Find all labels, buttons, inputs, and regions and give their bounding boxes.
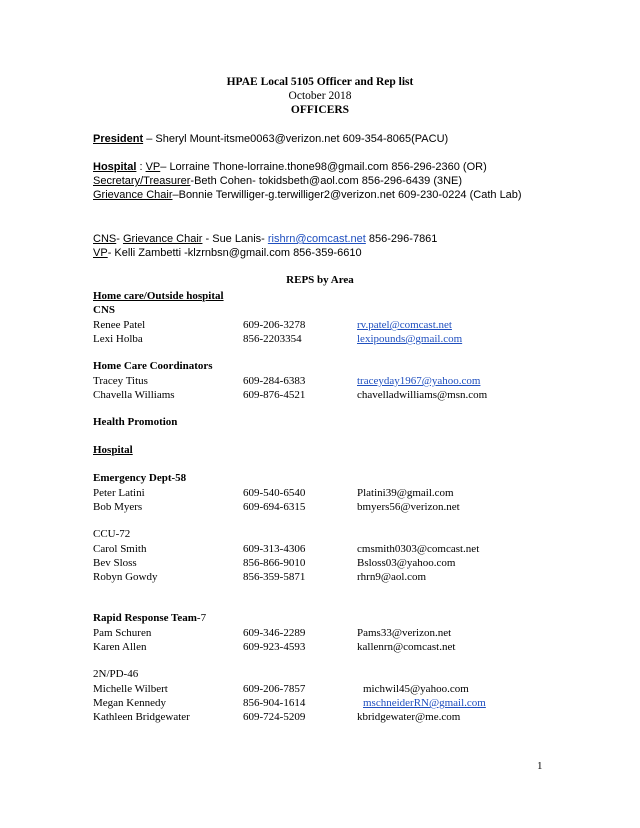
rep-phone: 609-540-6540 xyxy=(243,487,306,499)
grievance-line xyxy=(93,188,522,202)
rep-phone: 609-724-5209 xyxy=(243,711,306,723)
president-line xyxy=(93,132,448,146)
rep-email: Platini39@gmail.com xyxy=(357,487,454,499)
rep-phone: 609-876-4521 xyxy=(243,389,306,401)
pd-heading: 2N/PD-46 xyxy=(93,668,139,680)
rep-email-link[interactable]: mschneiderRN@gmail.com xyxy=(363,697,486,709)
vp2-text: - Kelli Zambetti -klzrnbsn@gmail.com 856-359-6610 xyxy=(107,247,362,259)
rep-phone: 609-923-4593 xyxy=(243,641,306,653)
rep-phone: 609-346-2289 xyxy=(243,627,306,639)
rep-email: cmsmith0303@comcast.net xyxy=(357,543,480,555)
rep-name: Pam Schuren xyxy=(93,627,152,639)
rep-phone: 856-2203354 xyxy=(243,333,302,345)
rep-name: Tracey Titus xyxy=(93,375,148,387)
rep-email: kbridgewater@me.com xyxy=(357,711,461,723)
cns-grievance-label: Grievance Chair xyxy=(122,233,203,245)
cns-section-heading: CNS xyxy=(93,304,116,316)
president-text: – Sheryl Mount-itsme0063@verizon.net 609-354-8065(PACU) xyxy=(143,133,449,145)
rep-email: chavelladwilliams@msn.com xyxy=(357,389,488,401)
rep-phone: 856-866-9010 xyxy=(243,557,306,569)
cns-phone: 856-296-7861 xyxy=(365,233,438,245)
rep-name: Lexi Holba xyxy=(93,333,143,345)
rep-name: Renee Patel xyxy=(93,319,146,331)
ccu-heading: CCU-72 xyxy=(93,528,131,540)
reps-heading: REPS by Area xyxy=(286,274,354,286)
rep-email: Bsloss03@yahoo.com xyxy=(357,557,456,569)
secretary-line xyxy=(93,174,462,188)
cns-label: CNS xyxy=(93,233,117,245)
president-label: President xyxy=(93,133,144,145)
hospital-vp-line: Hospital : VP– Lorraine Thone-lorraine.thone98@gmail.com 856-296-2360 (OR) xyxy=(93,161,487,173)
officers-heading: OFFICERS xyxy=(290,104,350,116)
rep-phone: 609-206-7857 xyxy=(243,683,306,695)
document-date: October 2018 xyxy=(288,90,352,102)
rep-name: Bev Sloss xyxy=(93,557,137,569)
rep-name: Peter Latini xyxy=(93,487,145,499)
vp-text: – Lorraine Thone-lorraine.thone98@gmail.com 856-296-2360 (OR) xyxy=(160,161,487,173)
rapid-response-heading xyxy=(93,612,206,624)
rapid-response-suffix: -7 xyxy=(196,612,207,624)
rep-phone: 609-694-6315 xyxy=(243,501,306,513)
rep-phone: 856-359-5871 xyxy=(243,571,306,583)
vp2-label: VP xyxy=(93,247,108,259)
grievance-text: –Bonnie Terwilliger-g.terwilliger2@verizon.net 609-230-0224 (Cath Lab) xyxy=(172,189,522,201)
secretary-label: Secretary/Treasurer xyxy=(93,175,191,187)
secretary-text: -Beth Cohen- tokidsbeth@aol.com 856-296-6439 (3NE) xyxy=(190,175,463,187)
rep-name: Kathleen Bridgewater xyxy=(93,711,190,723)
rep-email: kallenrn@comcast.net xyxy=(357,641,456,653)
rep-name: Bob Myers xyxy=(93,501,143,513)
home-care-coordinators-heading: Home Care Coordinators xyxy=(93,360,213,372)
rep-email: michwil45@yahoo.com xyxy=(363,683,469,695)
hospital-heading: Hospital xyxy=(93,444,133,456)
home-care-heading: Home care/Outside hospital xyxy=(93,290,224,302)
rep-email-link[interactable]: lexipounds@gmail.com xyxy=(357,333,463,345)
vp-label: VP xyxy=(145,161,161,173)
rep-email-link[interactable]: rv.patel@comcast.net xyxy=(357,319,452,331)
hospital-label: Hospital xyxy=(93,161,137,173)
rep-email: rhrn9@aol.com xyxy=(357,571,427,583)
cns-text: - Sue Lanis- xyxy=(202,233,268,245)
rep-email-link[interactable]: traceyday1967@yahoo.com xyxy=(357,375,481,387)
rep-name: Robyn Gowdy xyxy=(93,571,158,583)
rapid-response-label: Rapid Response Team xyxy=(93,612,197,624)
health-promotion-heading: Health Promotion xyxy=(93,416,178,428)
rep-phone: 609-284-6383 xyxy=(243,375,306,387)
rep-name: Chavella Williams xyxy=(93,389,175,401)
rep-name: Megan Kennedy xyxy=(93,697,167,709)
rep-email: Pams33@verizon.net xyxy=(357,627,452,639)
rep-phone: 609-206-3278 xyxy=(243,319,306,331)
rep-name: Carol Smith xyxy=(93,543,147,555)
rep-name: Karen Allen xyxy=(93,641,147,653)
cns-line: CNS- Grievance Chair - Sue Lanis- rishrn@comcast.net 856-296-7861 xyxy=(93,233,438,245)
rep-phone: 856-904-1614 xyxy=(243,697,306,709)
rep-phone: 609-313-4306 xyxy=(243,543,306,555)
vp2-line xyxy=(93,246,362,260)
document-title: HPAE Local 5105 Officer and Rep list xyxy=(226,76,414,88)
cns-email-link[interactable]: rishrn@comcast.net xyxy=(267,233,366,245)
emergency-dept-heading: Emergency Dept-58 xyxy=(93,472,187,484)
grievance-label: Grievance Chair xyxy=(93,189,173,201)
page-number: 1 xyxy=(537,760,543,772)
rep-name: Michelle Wilbert xyxy=(93,683,168,695)
rep-email: bmyers56@verizon.net xyxy=(357,501,460,513)
